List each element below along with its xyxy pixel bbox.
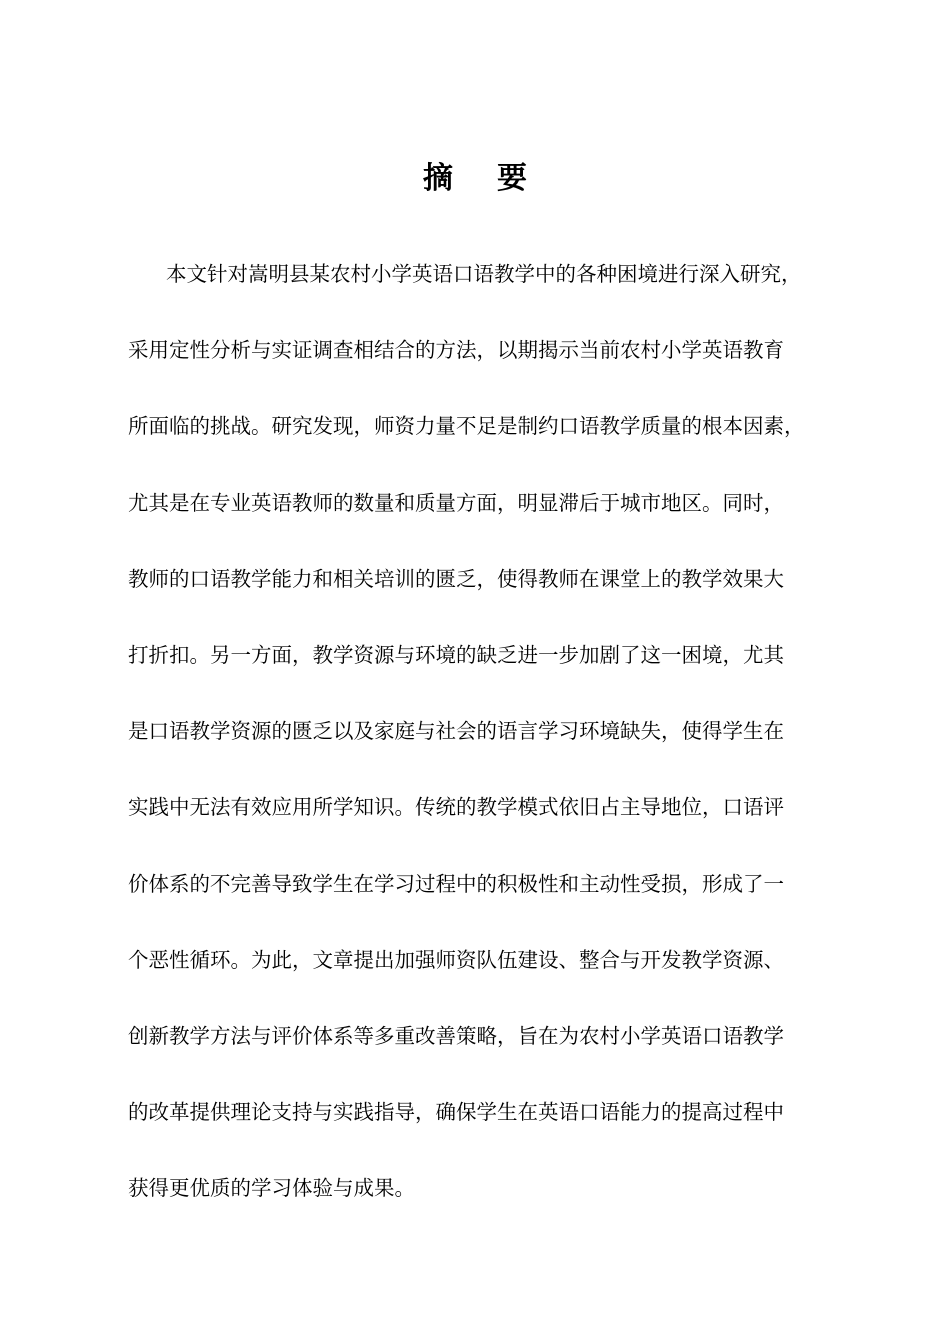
abstract-line: 采用定性分析与实证调查相结合的方法，以期揭示当前农村小学英语教育: [128, 338, 784, 363]
abstract-line: 教师的口语教学能力和相关培训的匮乏，使得教师在课堂上的教学效果大: [128, 566, 784, 591]
abstract-line: 实践中无法有效应用所学知识。传统的教学模式依旧占主导地位，口语评: [128, 795, 784, 820]
abstract-line: 所面临的挑战。研究发现，师资力量不足是制约口语教学质量的根本因素，: [128, 414, 805, 439]
abstract-line: 获得更优质的学习体验与成果。: [128, 1176, 415, 1201]
abstract-line: 是口语教学资源的匮乏以及家庭与社会的语言学习环境缺失，使得学生在: [128, 719, 784, 744]
abstract-title: 摘要: [423, 161, 571, 196]
abstract-body: [128, 236, 844, 1226]
abstract-line: 价体系的不完善导致学生在学习过程中的积极性和主动性受损，形成了一: [128, 871, 784, 896]
abstract-line: 本文针对嵩明县某农村小学英语口语教学中的各种困境进行深入研究，: [166, 262, 802, 286]
abstract-line: 尤其是在专业英语教师的数量和质量方面，明显滞后于城市地区。同时，: [128, 490, 784, 515]
abstract-line: 打折扣。另一方面，教学资源与环境的缺乏进一步加剧了这一困境，尤其: [128, 642, 784, 667]
abstract-line: 创新教学方法与评价体系等多重改善策略，旨在为农村小学英语口语教学: [128, 1023, 784, 1048]
abstract-line: 的改革提供理论支持与实践指导，确保学生在英语口语能力的提高过程中: [128, 1100, 784, 1125]
abstract-line: 个恶性循环。为此，文章提出加强师资队伍建设、整合与开发教学资源、: [128, 947, 784, 972]
